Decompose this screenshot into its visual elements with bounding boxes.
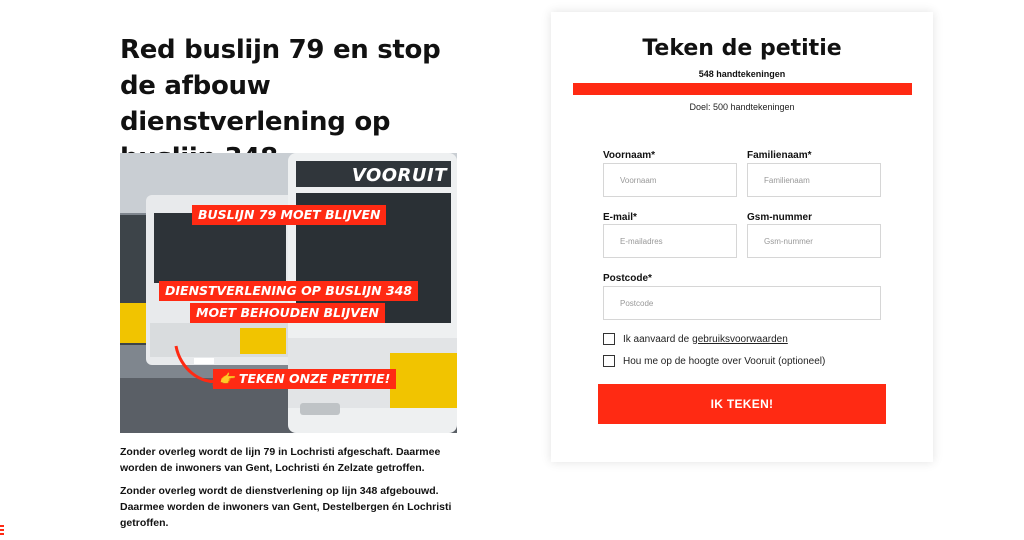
article-paragraph-1: Zonder overleg wordt de lijn 79 in Lochristi afgeschaft. Daarmee worden de inwoners van Gent, Lochristi én Zelzate getroffen. xyxy=(120,446,441,474)
article-paragraph-2: Zonder overleg wordt de dienstverlening op lijn 348 afgebouwd. Daarmee worden de inwoners van Gent, Destelbergen én Lochristi getroffen. xyxy=(120,485,452,529)
phone-input[interactable] xyxy=(747,224,881,258)
lastname-label: Familienaam* xyxy=(747,150,812,161)
firstname-input[interactable] xyxy=(603,163,737,197)
postcode-label: Postcode* xyxy=(603,273,652,284)
campaign-image xyxy=(120,153,457,433)
signature-count: 548 handtekeningen xyxy=(698,69,786,79)
article-body xyxy=(120,444,465,538)
terms-row xyxy=(603,333,788,345)
newsletter-row xyxy=(603,355,825,367)
terms-label: Ik aanvaard de xyxy=(623,333,690,345)
petition-title: Teken de petitie xyxy=(642,36,842,61)
sign-petition-button[interactable]: IK TEKEN! xyxy=(598,384,886,424)
poster-tag-keep: MOET BEHOUDEN BLIJVEN xyxy=(190,303,385,323)
email-label: E-mail* xyxy=(603,212,637,223)
lastname-input[interactable] xyxy=(747,163,881,197)
accent-mark xyxy=(0,525,4,535)
newsletter-label: Hou me op de hoogte over Vooruit (optioneel) xyxy=(623,355,826,367)
newsletter-checkbox[interactable] xyxy=(603,355,615,367)
petition-card xyxy=(551,12,933,462)
signature-progress-bar xyxy=(573,83,912,95)
email-input[interactable] xyxy=(603,224,737,258)
terms-checkbox[interactable] xyxy=(603,333,615,345)
poster-tag-sign: 👉 TEKEN ONZE PETITIE! xyxy=(213,369,396,389)
poster-tag-line348: DIENSTVERLENING OP BUSLIJN 348 xyxy=(159,281,418,301)
postcode-input[interactable] xyxy=(603,286,881,320)
poster-tag-line79: BUSLIJN 79 MOET BLIJVEN xyxy=(192,205,386,225)
page-title: Red buslijn 79 en stop de afbouw dienstverlening op xyxy=(120,35,441,137)
signature-progress-fill xyxy=(573,83,912,95)
vooruit-logo: VOORUIT xyxy=(351,165,447,186)
phone-label: Gsm-nummer xyxy=(747,212,813,223)
firstname-label: Voornaam* xyxy=(603,150,656,161)
terms-link[interactable]: gebruiksvoorwaarden xyxy=(692,333,788,345)
signature-goal: Doel: 500 handtekeningen xyxy=(689,102,795,112)
